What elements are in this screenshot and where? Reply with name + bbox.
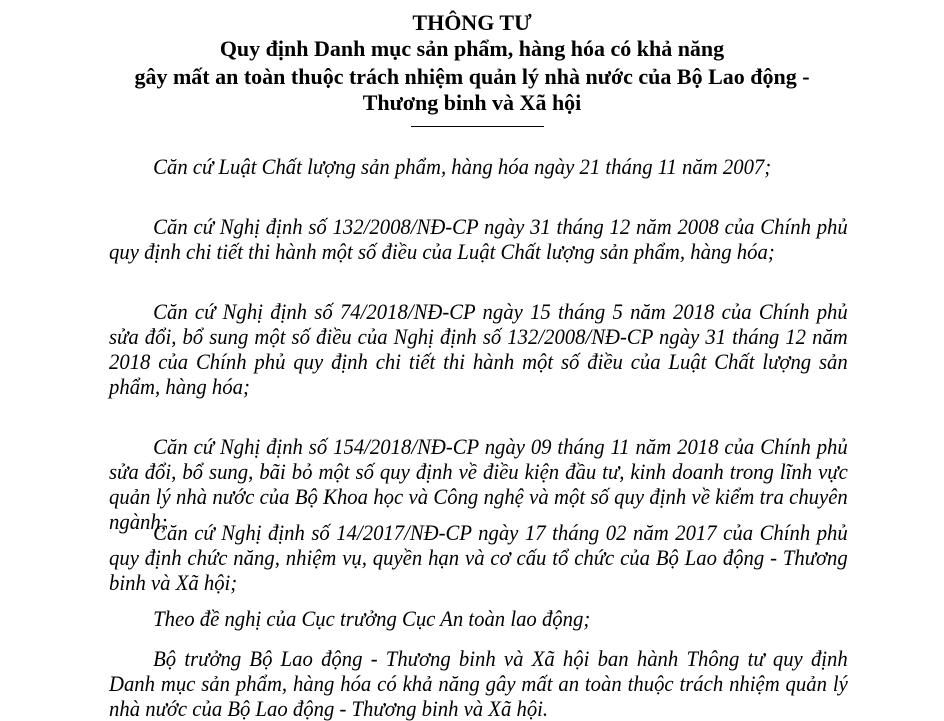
paragraph-legal-basis-2: Căn cứ Nghị định số 132/2008/NĐ-CP ngày 31 tháng 12 năm 2008 của Chính phủ quy định chi tiết thi hành một số điều của Luật Chất lượng sản phẩm, hàng hóa; bbox=[109, 214, 848, 264]
paragraph-legal-basis-1: Căn cứ Luật Chất lượng sản phẩm, hàng hóa ngày 21 tháng 11 năm 2007; bbox=[153, 154, 772, 179]
document-subtitle-line-1: Quy định Danh mục sản phẩm, hàng hóa có khả năng bbox=[219, 36, 725, 61]
document-title: THÔNG TƯ bbox=[412, 10, 532, 35]
paragraph-issuance: Bộ trưởng Bộ Lao động - Thương binh và Xã hội ban hành Thông tư quy định Danh mục sản phẩm, hàng hóa có khả năng gây mất an toàn thuộc trách nhiệm quản lý nhà nước của Bộ Lao động - Thương binh và Xã hội. bbox=[109, 646, 848, 721]
paragraph-legal-basis-4: Căn cứ Nghị định số 154/2018/NĐ-CP ngày 09 tháng 11 năm 2018 của Chính phủ sửa đổi, bổ sung, bãi bỏ một số quy định về điều kiện đầu tư, kinh doanh trong lĩnh vực quản lý nhà nước của Bộ Khoa học và Công nghệ và một số quy định về kiểm tra chuyên ngành; bbox=[109, 434, 848, 534]
document-subtitle-line-3: Thương binh và Xã hội bbox=[362, 90, 582, 115]
paragraph-legal-basis-5: Căn cứ Nghị định số 14/2017/NĐ-CP ngày 17 tháng 02 năm 2017 của Chính phủ quy định chức năng, nhiệm vụ, quyền hạn và cơ cấu tổ chức của Bộ Lao động - Thương binh và Xã hội; bbox=[109, 520, 848, 595]
paragraph-proposal: Theo đề nghị của Cục trưởng Cục An toàn lao động; bbox=[153, 606, 591, 631]
title-divider bbox=[411, 126, 544, 127]
paragraph-legal-basis-3: Căn cứ Nghị định số 74/2018/NĐ-CP ngày 15 tháng 5 năm 2018 của Chính phủ sửa đổi, bổ sung một số điều của Nghị định số 132/2008/NĐ-CP ngày 31 tháng 12 năm 2018 của Chính phủ quy định chi tiết thi hành một số điều của Luật Chất lượng sản phẩm, hàng hóa; bbox=[109, 299, 848, 399]
document-subtitle-line-2: gây mất an toàn thuộc trách nhiệm quản lý nhà nước của Bộ Lao động - bbox=[134, 64, 810, 89]
